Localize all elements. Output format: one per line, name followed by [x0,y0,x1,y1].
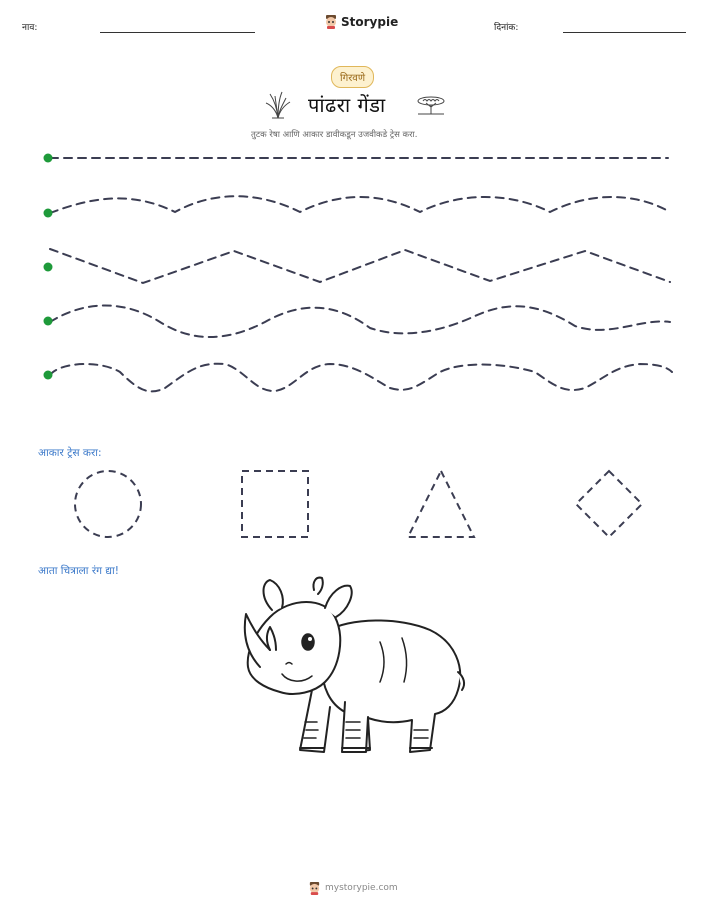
start-dot [44,263,53,272]
brand-logo [324,14,398,29]
shapes-area [0,462,709,547]
name-field[interactable] [100,32,255,33]
start-dot [44,371,53,380]
tracing-line-zigzag[interactable] [50,249,670,283]
start-dot [44,154,53,163]
rhino-illustration[interactable] [230,572,475,767]
tracing-lines-area [0,140,709,400]
date-label: दिनांक: [494,23,519,33]
instruction-text: तुटक रेषा आणि आकार डावीकडून उजवीकडे ट्रेस करा. [251,130,418,140]
level-badge: गिरवणे [331,66,374,88]
storypie-mascot-icon [324,14,338,29]
tracing-line-gentle-wave[interactable] [50,196,670,213]
date-field[interactable] [563,32,686,33]
page-title: पांढरा गेंडा [308,93,386,117]
tracing-line-bumpy-wave[interactable] [50,364,672,392]
start-dot [44,317,53,326]
start-dot [44,209,53,218]
name-label: नाव: [22,23,38,33]
trace-square[interactable] [242,471,308,537]
coloring-heading: आता चित्राला रंग द्या! [38,565,119,577]
brand-name: Storypie [341,14,399,29]
footer [308,881,398,895]
tracing-line-smooth-wave[interactable] [50,306,670,338]
acacia-tree-icon [415,95,447,115]
shapes-heading: आकार ट्रेस करा: [38,447,102,459]
trace-diamond[interactable] [576,471,642,537]
trace-circle[interactable] [75,471,141,537]
grass-icon [264,90,292,120]
footer-site: mystorypie.com [325,883,398,893]
storypie-mascot-icon [308,881,321,895]
trace-triangle[interactable] [408,471,474,537]
